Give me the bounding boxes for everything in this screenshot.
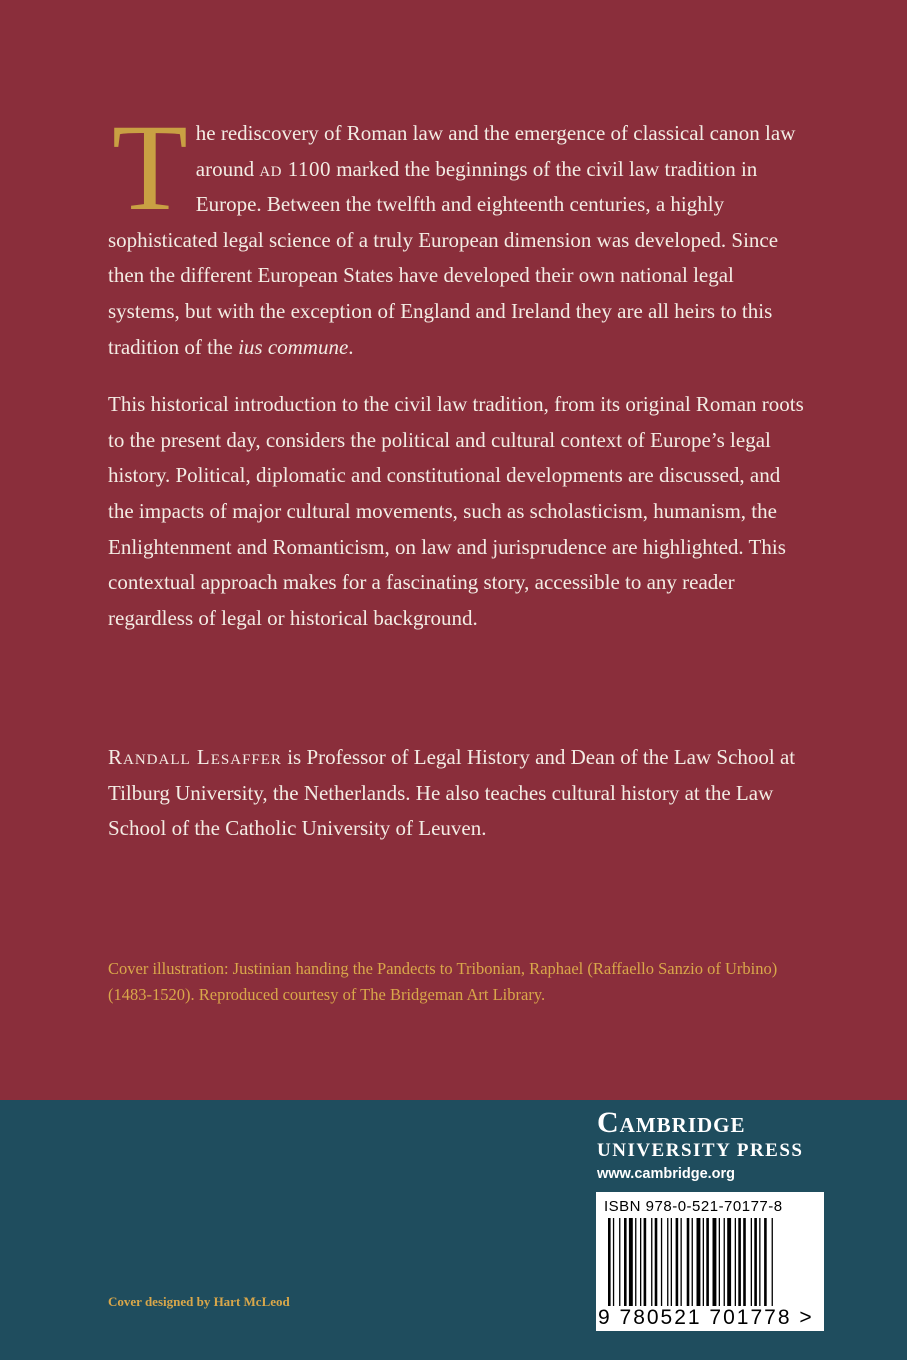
blurb-paragraph-1 xyxy=(108,99,808,365)
publisher-subtitle: UNIVERSITY PRESS xyxy=(597,1140,804,1161)
barcode xyxy=(596,1192,824,1331)
blurb-p1-date: ad 1100 xyxy=(259,156,331,181)
blurb-paragraph-2: This historical introduction to the civil law tradition, from its original Roman roots to the present day, considers the political and cultural context of Europe’s legal history. Political, diplomatic and constitutional developments are discussed, and the impacts of major cultural movements, such as scholasticism, humanism, the Enlightenment and Romanticism, on law and jurisprudence are highlighted. This contextual approach makes for a fascinating story, accessible to any reader regardless of legal or historical background. xyxy=(108,392,804,630)
publisher-name: Cambridge xyxy=(597,1106,746,1139)
publisher-logo xyxy=(597,1106,827,1182)
blurb-p1-italic: ius commune xyxy=(238,334,349,359)
blurb-p1-text-a: he rediscovery of Roman law and the emergence of classical canon law around xyxy=(195,121,796,181)
author-name: Randall Lesaffer xyxy=(108,745,282,769)
publisher-url: www.cambridge.org xyxy=(597,1166,736,1182)
isbn-label: ISBN 978-0-521-70177-8 xyxy=(604,1198,783,1215)
barcode-digits: 9 780521 701778 > xyxy=(598,1306,814,1329)
barcode-bars xyxy=(608,1218,812,1306)
blurb xyxy=(108,99,808,636)
blurb-p1-end: . xyxy=(348,334,354,359)
blurb-p1-text-b: marked the beginnings of the civil law tradition in Europe. Between the twelfth and eighteenth centuries, a highly sophisticated legal science of a truly European dimension was developed. Since then the different European States have developed their own national legal systems, but with the exception of England and Ireland they are all heirs to this tradition of the xyxy=(108,156,779,359)
author-bio-text: is Professor of Legal History and Dean of the Law School at Tilburg University, the Netherlands. He also teaches cultural history at the Law School of the Catholic University of Leuven. xyxy=(108,745,796,841)
author-bio xyxy=(108,740,808,847)
drop-cap: T xyxy=(112,99,188,236)
cover-illustration-credit: Cover illustration: Justinian handing the Pandects to Tribonian, Raphael (Raffaello Sanzio of Urbino) (1483-1520). Reproduced courtesy of The Bridgeman Art Library. xyxy=(108,959,778,1004)
designer-credit: Cover designed by Hart McLeod xyxy=(108,1294,290,1309)
